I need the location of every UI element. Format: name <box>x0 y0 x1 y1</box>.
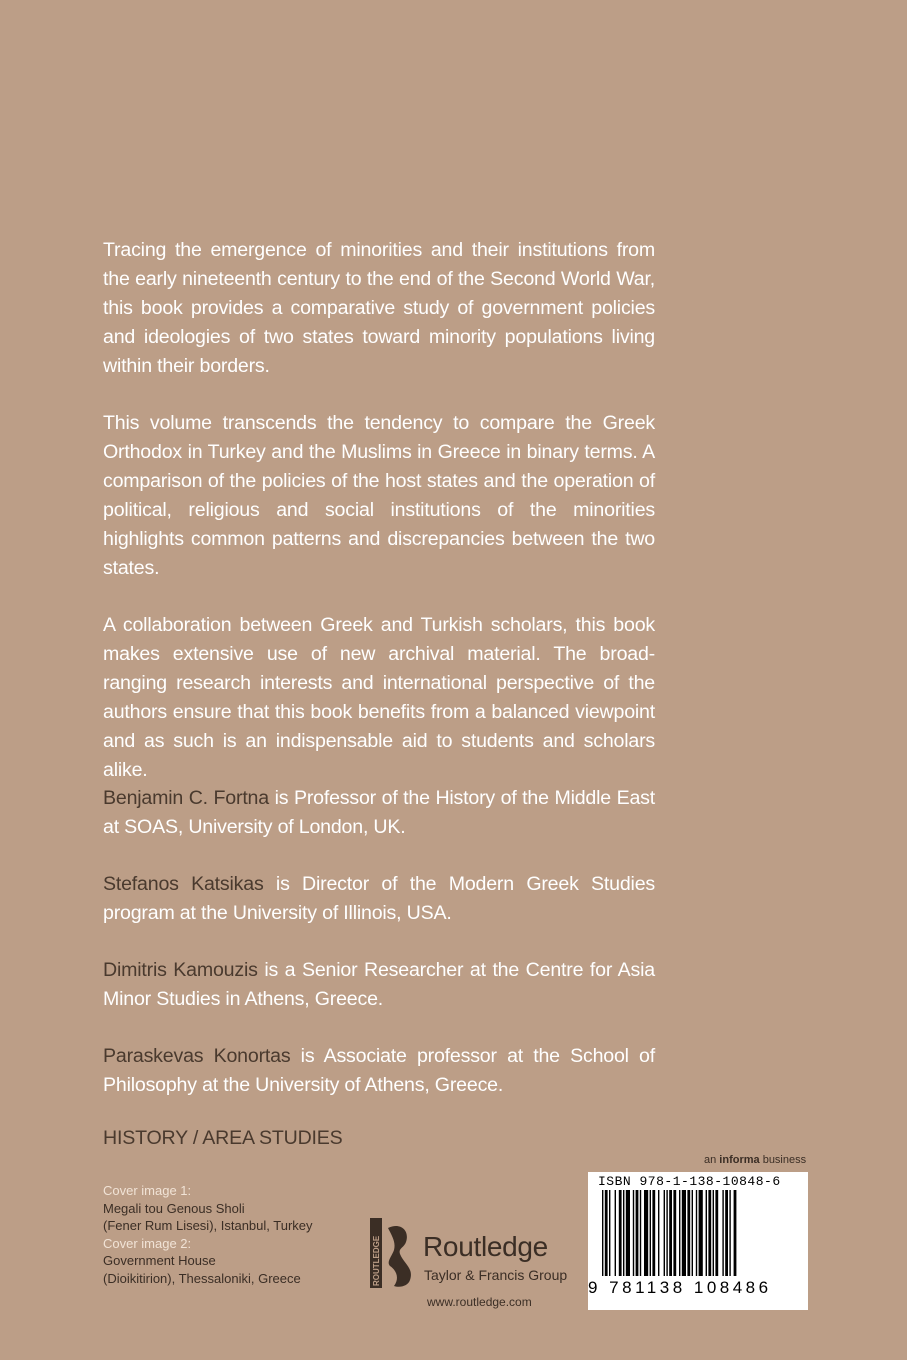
barcode-bar <box>609 1190 610 1276</box>
publisher-name: Routledge <box>423 1231 548 1262</box>
barcode-bar <box>692 1190 693 1276</box>
publisher-website: www.routledge.com <box>427 1295 532 1309</box>
cover-credit-line: Government House <box>103 1253 216 1268</box>
barcode-bar <box>725 1190 728 1276</box>
description-paragraph-2: This volume transcends the tendency to compare the Greek Orthodox in Turkey and the Muslims in Greece in binary terms. A comparison of the policies of the host states and the operation of political, religious and social institutions of the minorities highlights common patterns and discrepancies between the two states. <box>103 412 655 579</box>
barcode-bar <box>722 1190 723 1276</box>
informa-suffix: business <box>759 1154 807 1166</box>
cover-credit-caption: Cover image 2: <box>103 1235 192 1251</box>
barcode-bar <box>682 1190 686 1276</box>
barcode-bar <box>673 1190 676 1276</box>
author-bio <box>103 784 655 842</box>
barcode-bar <box>619 1190 622 1276</box>
barcode-bar <box>708 1190 711 1276</box>
barcode-bar <box>664 1190 665 1276</box>
barcode-bar <box>623 1190 624 1276</box>
barcode-bar <box>729 1190 730 1276</box>
book-description <box>103 236 655 813</box>
isbn-label: ISBN 978-1-138-10848-6 <box>598 1174 781 1189</box>
author-bio-text: is Director of the Modern Greek Studies program at the University of Illinois, USA. <box>103 873 655 924</box>
barcode-bar <box>699 1190 703 1276</box>
subject-category: HISTORY / AREA STUDIES <box>103 1127 343 1149</box>
author-name: Dimitris Kamouzis <box>103 959 258 981</box>
barcode-digits: 9 781138 108486 <box>588 1278 772 1297</box>
barcode-bar <box>669 1190 672 1276</box>
barcode-bar <box>679 1190 680 1276</box>
author-name: Paraskevas Konortas <box>103 1045 291 1067</box>
cover-image-credits <box>103 1182 363 1287</box>
author-bio-text: is Associate professor at the School of Philosophy at the University of Athens, Greece. <box>103 1045 655 1096</box>
isbn-barcode <box>588 1172 808 1310</box>
barcode-bar <box>650 1190 651 1276</box>
author-bio-text: is Professor of the History of the Middle East at SOAS, University of London, UK. <box>103 787 655 838</box>
cover-credit-line: Megali tou Genous Sholi <box>103 1200 245 1216</box>
barcode-bar <box>666 1190 667 1276</box>
author-bio <box>103 870 655 928</box>
routledge-logo-icon <box>370 1218 418 1295</box>
barcode-bar <box>715 1190 718 1276</box>
barcode-bar <box>658 1190 659 1276</box>
logo-spine-label: ROUTLEDGE <box>372 1235 381 1286</box>
barcode-bar <box>615 1190 616 1276</box>
barcode-bar <box>713 1190 714 1276</box>
barcode-bar <box>706 1190 707 1276</box>
informa-brand: informa <box>719 1154 760 1166</box>
barcode-bar <box>605 1190 608 1276</box>
barcode-bar <box>644 1190 648 1276</box>
cover-credit-line: (Fener Rum Lisesi), Istanbul, Turkey <box>103 1218 313 1233</box>
description-paragraph-1: Tracing the emergence of minorities and their institutions from the early nineteenth century to the end of the Second World War, this book provides a comparative study of government policies and ideologies of two states toward minority populations living within their borders. <box>103 239 655 377</box>
author-name: Stefanos Katsikas <box>103 873 264 895</box>
informa-business-tag <box>704 1154 806 1166</box>
author-bio <box>103 1042 655 1100</box>
publisher-group: Taylor & Francis Group <box>424 1267 568 1283</box>
informa-prefix: an <box>704 1154 720 1166</box>
author-bio-text: is a Senior Researcher at the Centre for Asia Minor Studies in Athens, Greece. <box>103 959 655 1010</box>
barcode-bar <box>734 1190 737 1276</box>
cover-credit-line: (Dioikitirion), Thessaloniki, Greece <box>103 1270 301 1286</box>
author-name: Benjamin C. Fortna <box>103 787 269 809</box>
cover-credit-caption: Cover image 1: <box>103 1183 192 1198</box>
barcode-bar <box>640 1190 641 1276</box>
author-bio <box>103 956 655 1014</box>
barcode-bar <box>696 1190 697 1276</box>
barcode-bar <box>636 1190 639 1276</box>
description-paragraph-3: A collaboration between Greek and Turkish scholars, this book makes extensive use of new archival material. The broad-ranging research interests and international perspective of the authors ensure that this book benefits from a balanced viewpoint and as such is an indispensable aid to students and scholars alike. <box>103 614 655 781</box>
barcode-bar <box>652 1190 655 1276</box>
barcode-bar <box>633 1190 634 1276</box>
barcode-bars <box>596 1190 800 1280</box>
author-bios <box>103 784 655 1128</box>
barcode-bar <box>626 1190 630 1276</box>
barcode-bar <box>602 1190 603 1276</box>
barcode-bar <box>687 1190 690 1276</box>
